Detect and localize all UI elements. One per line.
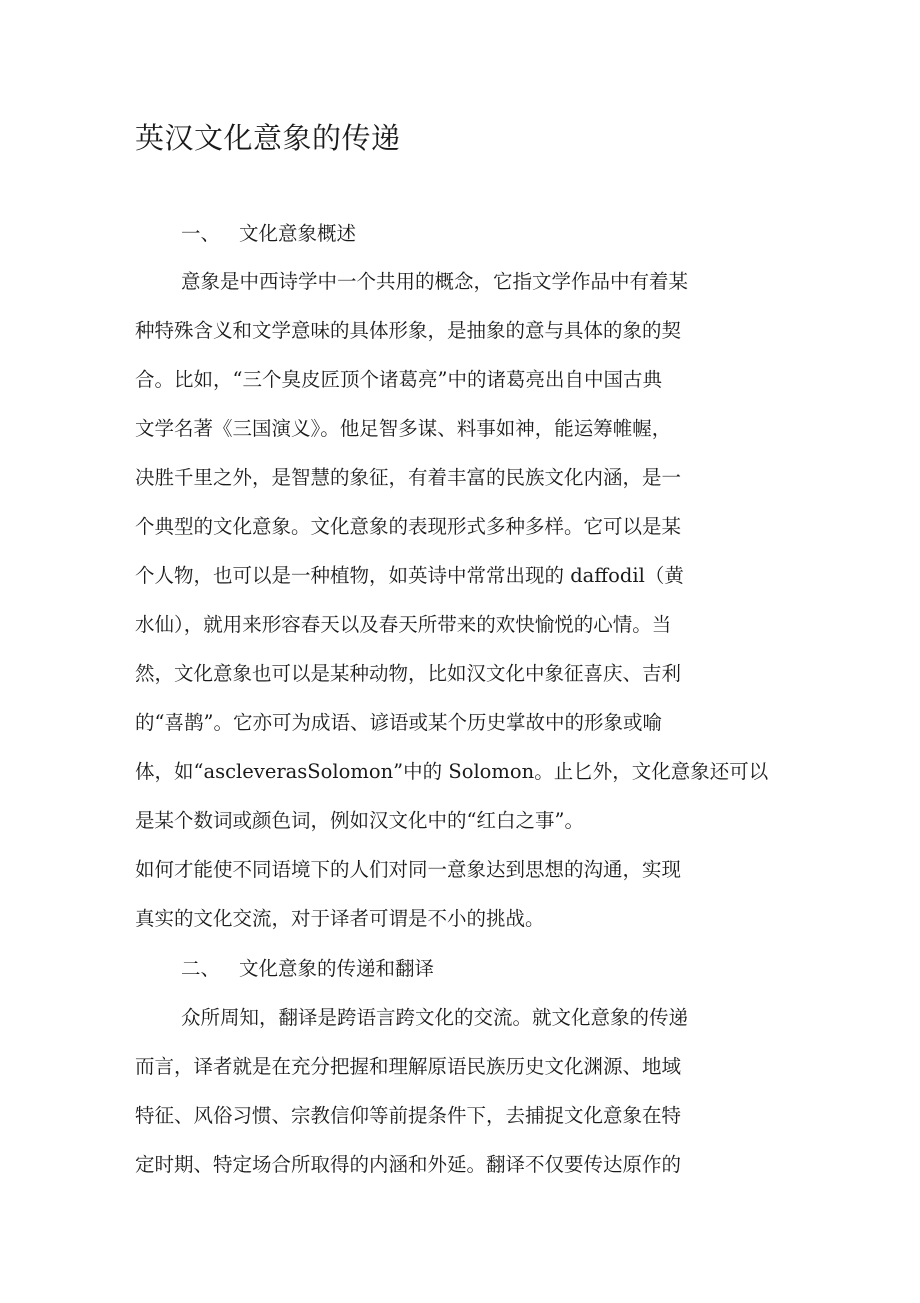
paragraph-2-line: 如何才能使不同语境下的人们对同一意象达到思想的沟通，实现 xyxy=(135,858,682,881)
paragraph-1-line: 种特殊含义和文学意味的具体形象，是抽象的意与具体的象的契 xyxy=(135,319,682,342)
paragraph-1-line: 合。比如，“三个臭皮匠顶个诸葛亮”中的诸葛亮出自中国古典 xyxy=(135,368,662,391)
paragraph-2-line: 真实的文化交流，对于译者可谓是不小的挑战。 xyxy=(135,907,545,930)
paragraph-3-line: 特征、风俗习惯、宗教信仰等前提条件下，去捕捉文化意象在特 xyxy=(135,1104,682,1127)
paragraph-1-line: 意象是中西诗学中一个共用的概念，它指文学作品中有着某 xyxy=(181,270,689,293)
paragraph-1-line: 决胜千里之外，是智慧的象征，有着丰富的民族文化内涵，是一 xyxy=(135,466,682,489)
paragraph-1-line: 文学名著《三国演义》。他足智多谋、料事如神，能运筹帷幄， xyxy=(135,417,672,440)
section-number: 一、 xyxy=(181,222,221,245)
section-heading-text: 文化意象概述 xyxy=(239,222,357,245)
paragraph-1-line: 个典型的文化意象。文化意象的表现形式多种多样。它可以是某 xyxy=(135,515,682,538)
paragraph-1-line: 体，如“ascleverasSolomon”中的 Solomon。止匕外，文化意象还可以 xyxy=(135,760,769,783)
paragraph-1-line: 是某个数词或颜色词，例如汉文化中的“红白之事”。 xyxy=(135,809,584,832)
paragraph-3-line: 而言，译者就是在充分把握和理解原语民族历史文化渊源、地域 xyxy=(135,1055,682,1078)
section-heading-1 xyxy=(181,220,356,248)
document-title: 英汉文化意象的传递 xyxy=(135,121,401,155)
paragraph-1-line: 个人物，也可以是一种植物，如英诗中常常出现的 daffodil（黄 xyxy=(135,564,684,587)
paragraph-3-line: 众所周知，翻译是跨语言跨文化的交流。就文化意象的传递 xyxy=(181,1006,689,1029)
section-heading-text: 文化意象的传递和翻译 xyxy=(239,957,435,980)
section-number: 二、 xyxy=(181,957,221,980)
paragraph-1-line: 的“喜鹊”。它亦可为成语、谚语或某个历史掌故中的形象或喻 xyxy=(135,711,662,734)
section-heading-2 xyxy=(181,955,434,983)
paragraph-3-line: 定时期、特定场合所取得的内涵和外延。翻译不仅要传达原作的 xyxy=(135,1153,682,1176)
paragraph-1-line: 水仙），就用来形容春天以及春天所带来的欢快愉悦的心情。当 xyxy=(135,613,672,636)
paragraph-1-line: 然，文化意象也可以是某种动物，比如汉文化中象征喜庆、吉利 xyxy=(135,662,682,685)
